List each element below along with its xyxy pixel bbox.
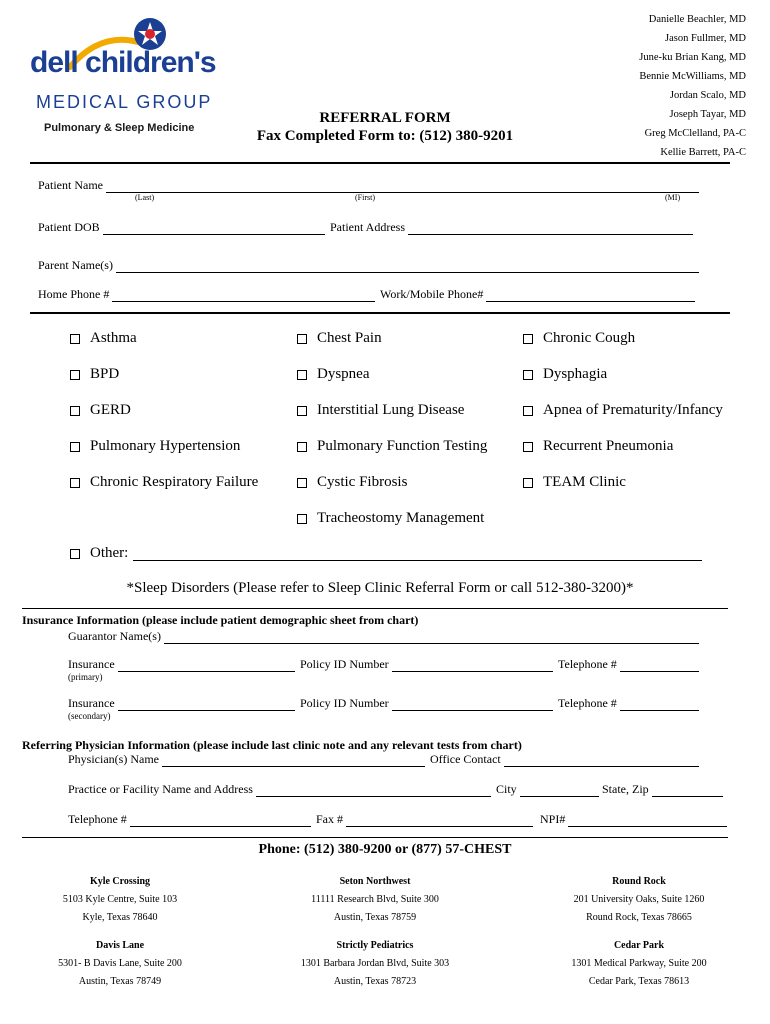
- city-label: City: [496, 782, 517, 796]
- checkbox-icon[interactable]: [297, 442, 307, 452]
- insurance-primary-row: [68, 657, 298, 672]
- checkbox-icon[interactable]: [70, 406, 80, 416]
- logo-group: MEDICAL GROUP: [36, 92, 213, 112]
- last-hint: (Last): [135, 193, 155, 202]
- telephone-primary-row: [558, 657, 702, 672]
- primary-hint: (primary): [68, 672, 103, 682]
- patient-dob-label: Patient DOB: [38, 220, 100, 234]
- work-phone-row: [380, 287, 698, 302]
- policy-primary-row: [300, 657, 556, 672]
- doctor-name: Kellie Barrett, PA-C: [660, 147, 746, 158]
- condition-label: Pulmonary Function Testing: [317, 438, 488, 454]
- patient-dob-field[interactable]: [103, 222, 325, 235]
- patient-name-field[interactable]: [106, 180, 699, 193]
- location-address: 5103 Kyle Centre, Suite 103: [62, 894, 178, 905]
- checkbox-chest-pain[interactable]: [295, 330, 382, 347]
- doctor-name: Joseph Tayar, MD: [669, 109, 746, 120]
- condition-label: Asthma: [90, 330, 137, 346]
- location-address: 5301- B Davis Lane, Suite 200: [58, 958, 182, 969]
- location-city: Austin, Texas 78759: [333, 912, 417, 923]
- practice-field[interactable]: [256, 784, 491, 797]
- patient-name-label: Patient Name: [38, 178, 103, 192]
- checkbox-icon[interactable]: [70, 442, 80, 452]
- checkbox-icon[interactable]: [297, 334, 307, 344]
- checkbox-icon[interactable]: [523, 478, 533, 488]
- policy-secondary-row: [300, 696, 556, 711]
- doctor-name: Jason Fullmer, MD: [665, 33, 746, 44]
- condition-label: Recurrent Pneumonia: [543, 438, 674, 454]
- physician-telephone-label: Telephone #: [68, 812, 127, 826]
- condition-label: TEAM Clinic: [543, 474, 626, 490]
- checkbox-chronic-respiratory-failure[interactable]: [68, 474, 258, 491]
- parent-name-row: [38, 258, 702, 273]
- state-zip-label: State, Zip: [602, 782, 649, 796]
- physician-telephone-row: [68, 812, 314, 827]
- office-contact-row: [430, 752, 702, 767]
- logo-brand: dell children's: [30, 46, 216, 79]
- checkbox-icon[interactable]: [523, 406, 533, 416]
- location-address: 1301 Barbara Jordan Blvd, Suite 303: [300, 958, 450, 969]
- doctor-name: Danielle Beachler, MD: [648, 14, 746, 25]
- work-phone-field[interactable]: [486, 289, 695, 302]
- first-hint: (First): [355, 193, 375, 202]
- secondary-hint: (secondary): [68, 711, 111, 721]
- checkbox-icon[interactable]: [523, 370, 533, 380]
- checkbox-interstitial-lung-disease[interactable]: [295, 402, 464, 419]
- checkbox-dysphagia[interactable]: [521, 366, 607, 383]
- condition-label: Chronic Cough: [543, 330, 636, 346]
- doctor-name: Bennie McWilliams, MD: [639, 71, 746, 82]
- phone-line: Phone: (512) 380-9200 or (877) 57-CHEST: [258, 842, 512, 857]
- checkbox-icon[interactable]: [297, 406, 307, 416]
- checkbox-icon[interactable]: [523, 442, 533, 452]
- checkbox-other[interactable]: [68, 545, 702, 562]
- physician-name-label: Physician(s) Name: [68, 752, 159, 766]
- location-seton-northwest: [275, 876, 475, 923]
- checkbox-recurrent-pneumonia[interactable]: [521, 438, 673, 455]
- telephone-primary-field[interactable]: [620, 659, 699, 672]
- checkbox-pulmonary-function-testing[interactable]: [295, 438, 487, 455]
- physician-fax-label: Fax #: [316, 812, 343, 826]
- checkbox-chronic-cough[interactable]: [521, 330, 635, 347]
- insurance-secondary-row: [68, 696, 298, 711]
- physician-heading: Referring Physician Information (please include last clinic note and any relevant tests from chart): [22, 738, 522, 752]
- checkbox-cystic-fibrosis[interactable]: [295, 474, 407, 491]
- doctor-name: Jordan Scalo, MD: [669, 90, 746, 101]
- condition-label: Tracheostomy Management: [317, 510, 485, 526]
- home-phone-field[interactable]: [112, 289, 375, 302]
- physician-name-row: [68, 752, 428, 767]
- physician-divider: [22, 837, 728, 838]
- location-address: 11111 Research Blvd, Suite 300: [311, 894, 439, 905]
- checkbox-tracheostomy-management[interactable]: [295, 510, 484, 527]
- other-field[interactable]: [133, 546, 702, 561]
- npi-field[interactable]: [568, 814, 727, 827]
- condition-label: BPD: [90, 366, 120, 382]
- state-zip-row: [602, 782, 726, 797]
- checkbox-icon[interactable]: [70, 370, 80, 380]
- telephone-secondary-row: [558, 696, 702, 711]
- form-title: REFERRAL FORM: [319, 110, 451, 126]
- insurance-label: Insurance: [68, 696, 115, 710]
- patient-divider: [30, 312, 730, 314]
- city-field[interactable]: [520, 784, 599, 797]
- city-row: [496, 782, 602, 797]
- location-city: Austin, Texas 78749: [78, 976, 162, 987]
- fax-instruction: Fax Completed Form to: (512) 380-9201: [256, 128, 514, 144]
- location-city: Round Rock, Texas 78665: [586, 912, 692, 923]
- work-phone-label: Work/Mobile Phone#: [380, 287, 484, 301]
- insurance-label: Insurance: [68, 657, 115, 671]
- home-phone-row: [38, 287, 378, 302]
- location-name: Kyle Crossing: [89, 876, 151, 887]
- patient-name-row: [38, 178, 702, 193]
- checkbox-icon[interactable]: [523, 334, 533, 344]
- logo-department: Pulmonary & Sleep Medicine: [44, 122, 195, 134]
- checkbox-icon[interactable]: [70, 334, 80, 344]
- condition-label: Chest Pain: [317, 330, 382, 346]
- physician-fax-row: [316, 812, 536, 827]
- telephone-secondary-field[interactable]: [620, 698, 699, 711]
- policy-secondary-field[interactable]: [392, 698, 553, 711]
- checkbox-team-clinic[interactable]: [521, 474, 626, 491]
- location-name: Round Rock: [612, 876, 666, 887]
- logo: [30, 12, 220, 142]
- patient-dob-row: [38, 220, 328, 235]
- location-city: Kyle, Texas 78640: [82, 912, 158, 923]
- office-contact-label: Office Contact: [430, 752, 501, 766]
- location-cedar-park: [539, 940, 739, 987]
- condition-label: Interstitial Lung Disease: [317, 402, 465, 418]
- insurance-heading: Insurance Information (please include patient demographic sheet from chart): [22, 613, 419, 627]
- checkbox-icon[interactable]: [297, 370, 307, 380]
- condition-label: Pulmonary Hypertension: [90, 438, 241, 454]
- doctor-name: June-ku Brian Kang, MD: [639, 52, 746, 63]
- physician-name-field[interactable]: [162, 754, 425, 767]
- checkbox-icon[interactable]: [297, 478, 307, 488]
- physician-fax-field[interactable]: [346, 814, 533, 827]
- condition-label: GERD: [90, 402, 131, 418]
- npi-row: [540, 812, 730, 827]
- insurance-secondary-field[interactable]: [118, 698, 295, 711]
- location-round-rock: [539, 876, 739, 923]
- condition-label: Dyspnea: [317, 366, 370, 382]
- home-phone-label: Home Phone #: [38, 287, 110, 301]
- location-address: 1301 Medical Parkway, Suite 200: [571, 958, 707, 969]
- telephone-label: Telephone #: [558, 696, 617, 710]
- location-city: Austin, Texas 78723: [333, 976, 417, 987]
- other-label: Other:: [90, 545, 129, 561]
- location-name: Cedar Park: [613, 940, 665, 951]
- office-contact-field[interactable]: [504, 754, 699, 767]
- location-name: Davis Lane: [95, 940, 145, 951]
- checkbox-icon[interactable]: [297, 514, 307, 524]
- condition-label: Cystic Fibrosis: [317, 474, 408, 490]
- checkbox-gerd[interactable]: [68, 402, 131, 419]
- policy-label: Policy ID Number: [300, 657, 389, 671]
- physician-telephone-field[interactable]: [130, 814, 311, 827]
- checkbox-pulmonary-hypertension[interactable]: [68, 438, 240, 455]
- practice-row: [68, 782, 494, 797]
- checkbox-dyspnea[interactable]: [295, 366, 370, 383]
- guarantor-label: Guarantor Name(s): [68, 629, 161, 643]
- checkbox-icon[interactable]: [70, 549, 80, 559]
- parent-name-field[interactable]: [116, 260, 699, 273]
- patient-address-label: Patient Address: [330, 220, 405, 234]
- parent-name-label: Parent Name(s): [38, 258, 113, 272]
- condition-label: Apnea of Prematurity/Infancy: [543, 402, 723, 418]
- location-kyle-crossing: [20, 876, 220, 923]
- location-city: Cedar Park, Texas 78613: [588, 976, 690, 987]
- mi-hint: (MI): [665, 193, 681, 202]
- location-strictly-pediatrics: [275, 940, 475, 987]
- checkbox-apnea-of-prematurity[interactable]: [521, 402, 723, 419]
- telephone-label: Telephone #: [558, 657, 617, 671]
- location-address: 201 University Oaks, Suite 1260: [573, 894, 705, 905]
- npi-label: NPI#: [540, 812, 566, 826]
- conditions-divider: [22, 608, 728, 609]
- patient-address-row: [330, 220, 696, 235]
- condition-label: Chronic Respiratory Failure: [90, 474, 259, 490]
- policy-primary-field[interactable]: [392, 659, 553, 672]
- patient-address-field[interactable]: [408, 222, 693, 235]
- condition-label: Dysphagia: [543, 366, 608, 382]
- guarantor-row: [68, 629, 702, 644]
- checkbox-icon[interactable]: [70, 478, 80, 488]
- practice-label: Practice or Facility Name and Address: [68, 782, 253, 796]
- state-zip-field[interactable]: [652, 784, 723, 797]
- header-divider: [30, 162, 730, 164]
- location-davis-lane: [20, 940, 220, 987]
- insurance-primary-field[interactable]: [118, 659, 295, 672]
- location-name: Strictly Pediatrics: [336, 940, 414, 951]
- checkbox-bpd[interactable]: [68, 366, 119, 383]
- guarantor-field[interactable]: [164, 631, 699, 644]
- doctor-list: [546, 10, 746, 162]
- sleep-disorders-note: *Sleep Disorders (Please refer to Sleep Clinic Referral Form or call 512-380-3200)*: [126, 580, 634, 596]
- location-name: Seton Northwest: [339, 876, 411, 887]
- doctor-name: Greg McClelland, PA-C: [644, 128, 746, 139]
- checkbox-asthma[interactable]: [68, 330, 137, 347]
- policy-label: Policy ID Number: [300, 696, 389, 710]
